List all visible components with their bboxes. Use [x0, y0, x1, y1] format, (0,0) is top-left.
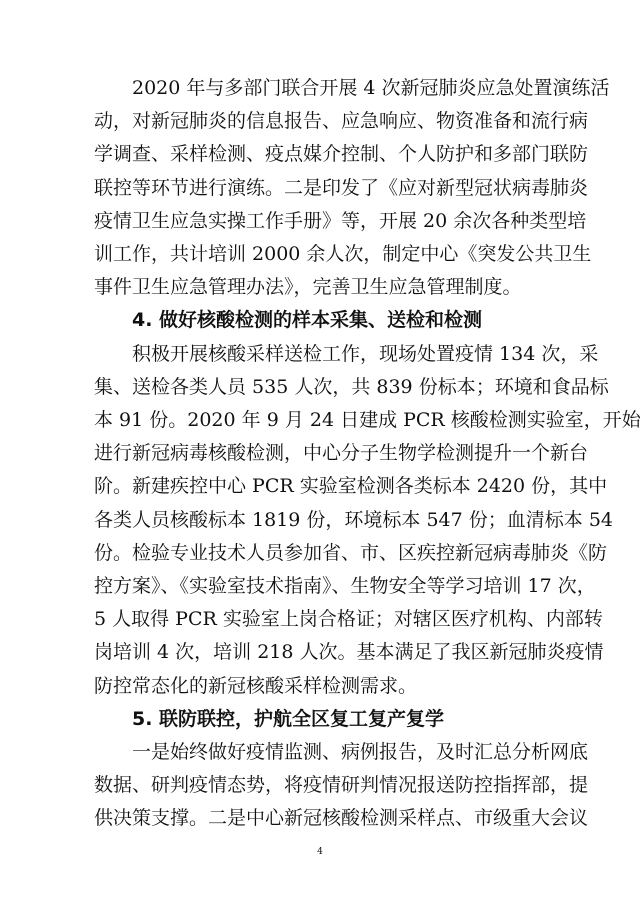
paragraph-line: 5 人取得 PCR 实验室上岗合格证；对辖区医疗机构、内部转 [94, 608, 603, 631]
paragraph-line: 防控常态化的新冠核酸采样检测需求。 [94, 674, 418, 697]
paragraph-line: 2020 年与多部门联合开展 4 次新冠肺炎应急处置演练活 [94, 77, 610, 99]
section-heading-5: 5. 联防联控，护航全区复工复产复学 [94, 707, 445, 730]
paragraph-line: 积极开展核酸采样送检工作，现场处置疫情 134 次，采 [94, 342, 599, 365]
paragraph-line: 联控等环节进行演练。二是印发了《应对新型冠状病毒肺炎 [94, 176, 589, 199]
paragraph-line: 本 91 份。2020 年 9 月 24 日建成 PCR 核酸检测实验室，开始 [94, 409, 641, 431]
paragraph-line: 供决策支撑。二是中心新冠核酸检测采样点、市级重大会议 [94, 807, 589, 830]
section-heading-4: 4. 做好核酸检测的样本采集、送检和检测 [94, 309, 483, 332]
paragraph-line: 学调查、采样检测、疫点媒介控制、个人防护和多部门联防 [94, 143, 589, 166]
paragraph-line: 份。检验专业技术人员参加省、市、区疾控新冠病毒肺炎《防 [94, 541, 608, 564]
paragraph-line: 事件卫生应急管理办法》，完善卫生应急管理制度。 [94, 276, 522, 299]
paragraph-line: 进行新冠病毒核酸检测，中心分子生物学检测提升一个新台 [94, 442, 589, 465]
paragraph-line: 一是始终做好疫情监测、病例报告，及时汇总分析网底 [94, 741, 589, 763]
paragraph-line: 阶。新建疾控中心 PCR 实验室检测各类标本 2420 份，其中 [94, 475, 608, 498]
paragraph-line: 各类人员核酸标本 1819 份，环境标本 547 份；血清标本 54 [94, 508, 613, 531]
paragraph-line: 训工作，共计培训 2000 余人次，制定中心《突发公共卫生 [94, 243, 592, 265]
page-number: 4 [317, 846, 323, 857]
paragraph-line: 控方案》、《实验室技术指南》、生物安全等学习培训 17 次， [94, 575, 596, 597]
paragraph-line: 动，对新冠肺炎的信息报告、应急响应、物资准备和流行病 [94, 110, 589, 133]
paragraph-line: 岗培训 4 次，培训 218 人次。基本满足了我区新冠肺炎疫情 [94, 641, 604, 664]
paragraph-line: 数据、研判疫情态势，将疫情研判情况报送防控指挥部，提 [94, 774, 589, 797]
paragraph-line: 疫情卫生应急实操工作手册》等，开展 20 余次各种类型培 [94, 209, 587, 232]
paragraph-line: 集、送检各类人员 535 人次，共 839 份标本；环境和食品标 [94, 375, 609, 398]
